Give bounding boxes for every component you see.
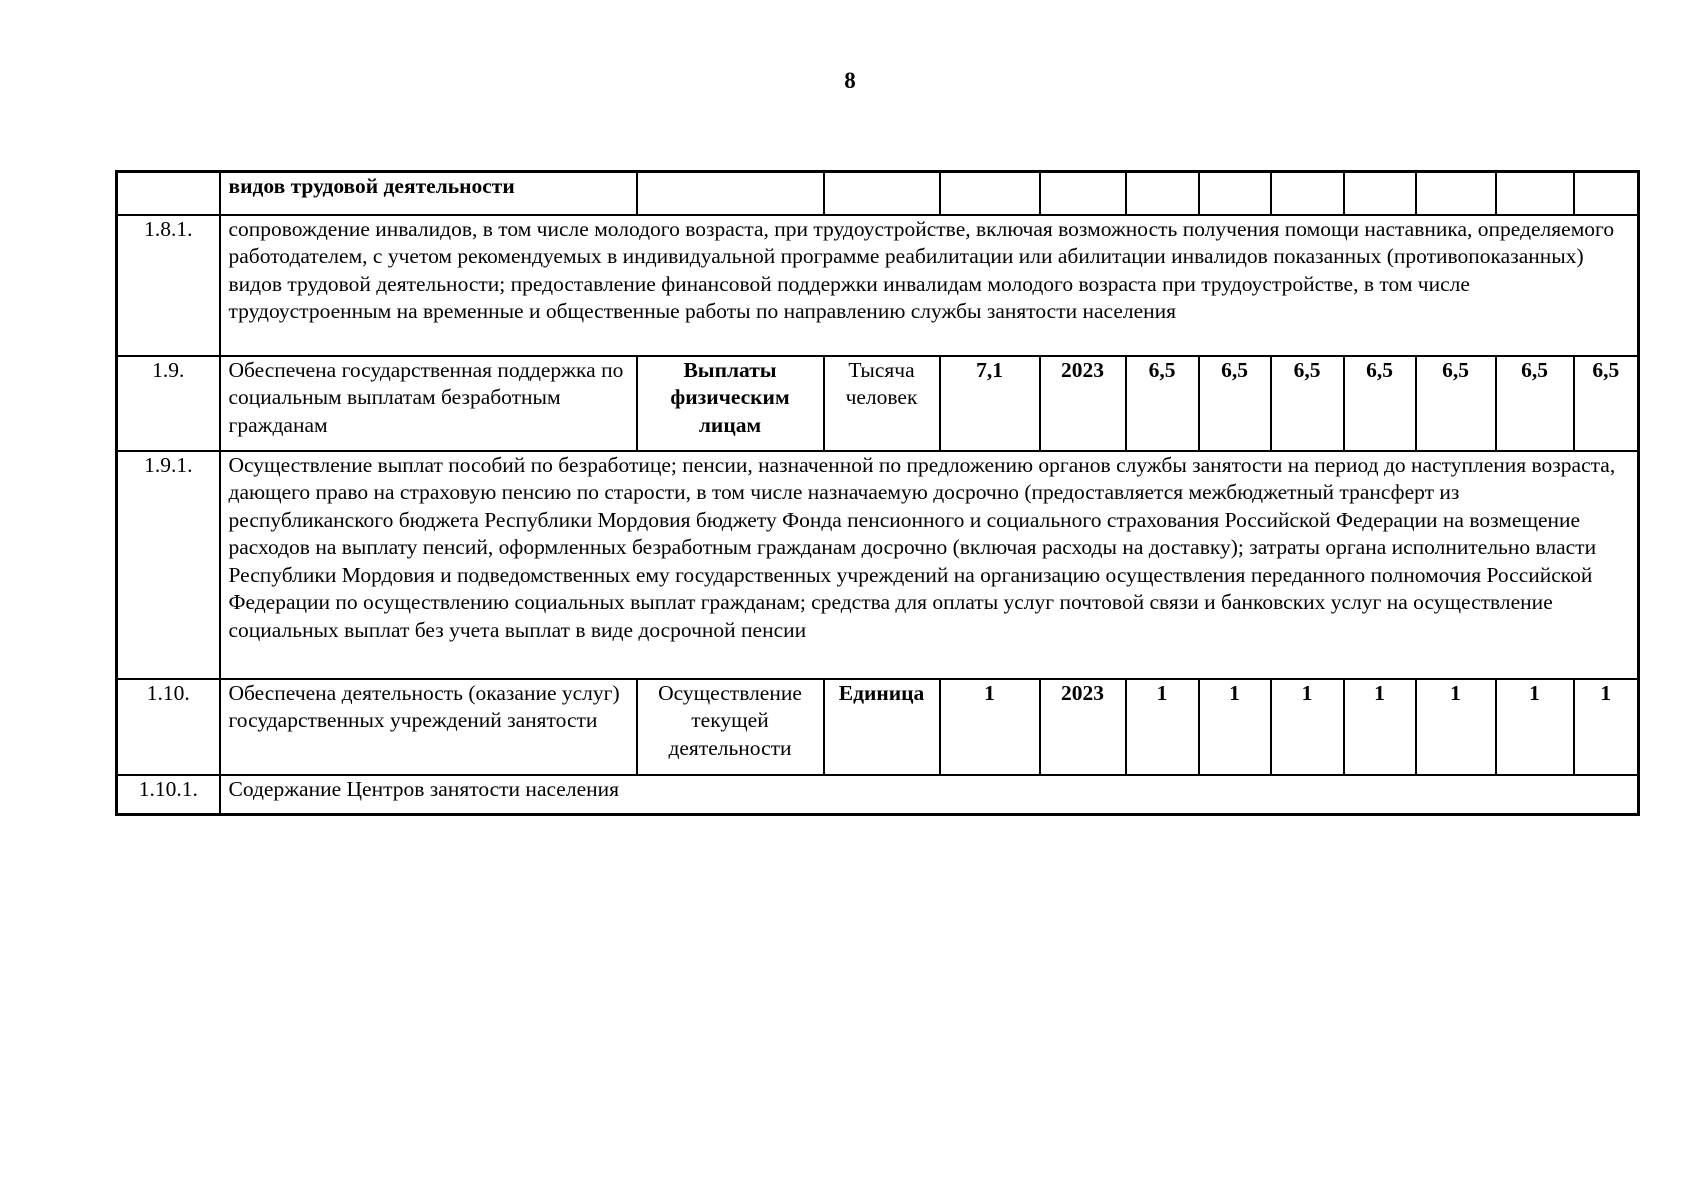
unit: Единица (824, 679, 940, 775)
base-value (940, 172, 1040, 215)
measure-description: Осуществление выплат пособий по безработице; пенсии, назначенной по предложению органов службы занятости на период до наступления возраста, дающего право на страховую пенсию по старости, в том числе назначаемую досрочно (предоставляется межбюджетный трансферт из республиканского бюджета Республики Мордовия бюджету Фонда пенсионного и социального страхования Российской Федерации на возмещение расходов на выплату пенсий, оформленных безработным гражданам досрочно (включая расходы на доставку); затраты органа исполнительно власти Республики Мордовия и подведомственных ему государственных учреждений на организацию осуществления переданного полномочия Российской Федерации по осуществлению социальных выплат гражданам; средства для оплаты услуг почтовой связи и банковских услуг на осуществление социальных выплат без учета выплат в виде досрочной пенсии (220, 451, 1639, 679)
base-year: 2023 (1040, 356, 1126, 451)
year-value (1126, 172, 1199, 215)
unit (824, 172, 940, 215)
year-value (1416, 172, 1496, 215)
row-number: 1.10.1. (117, 775, 220, 815)
year-value (1199, 172, 1271, 215)
measure-description: сопровождение инвалидов, в том числе молодого возраста, при трудоустройстве, включая возможность получения помощи наставника, определяемого работодателем, с учетом рекомендуемых в индивидуальной программе реабилитации или абилитации инвалидов показанных (противопоказанных) видов трудовой деятельности; предоставление финансовой поддержки инвалидам молодого возраста при трудоустройстве, в том числе трудоустроенным на временные и общественные работы по направлению службы занятости населения (220, 215, 1639, 356)
year-value: 1 (1416, 679, 1496, 775)
row-number: 1.9. (117, 356, 220, 451)
table-row (117, 775, 1639, 815)
base-value: 7,1 (940, 356, 1040, 451)
year-value: 6,5 (1416, 356, 1496, 451)
base-year: 2023 (1040, 679, 1126, 775)
page-number: 8 (844, 68, 856, 93)
table-row (117, 451, 1639, 679)
result-type: Осуществление текущей деятельности (637, 679, 824, 775)
row-number: 1.10. (117, 679, 220, 775)
year-value: 1 (1496, 679, 1574, 775)
base-value: 1 (940, 679, 1040, 775)
table-row (117, 172, 1639, 215)
base-year (1040, 172, 1126, 215)
year-value: 6,5 (1126, 356, 1199, 451)
year-value: 1 (1199, 679, 1271, 775)
result-type: Выплаты физическим лицам (637, 356, 824, 451)
year-value: 1 (1126, 679, 1199, 775)
year-value: 1 (1574, 679, 1639, 775)
year-value (1271, 172, 1344, 215)
row-number: 1.9.1. (117, 451, 220, 679)
result-type (637, 172, 824, 215)
year-value: 6,5 (1199, 356, 1271, 451)
table-row (117, 215, 1639, 356)
year-value: 1 (1344, 679, 1416, 775)
result-name: Обеспечена государственная поддержка по социальным выплатам безработным гражданам (220, 356, 637, 451)
unit: Тысяча человек (824, 356, 940, 451)
result-name: Обеспечена деятельность (оказание услуг) государственных учреждений занятости (220, 679, 637, 775)
year-value: 6,5 (1344, 356, 1416, 451)
year-value (1496, 172, 1574, 215)
measure-description: Содержание Центров занятости населения (220, 775, 1639, 815)
table-row (117, 679, 1639, 775)
year-value: 6,5 (1574, 356, 1639, 451)
year-value: 1 (1271, 679, 1344, 775)
year-value (1344, 172, 1416, 215)
row-number (117, 172, 220, 215)
row-number: 1.8.1. (117, 215, 220, 356)
result-name: видов трудовой деятельности (220, 172, 637, 215)
year-value: 6,5 (1496, 356, 1574, 451)
year-value: 6,5 (1271, 356, 1344, 451)
measures-table (115, 170, 1640, 816)
year-value (1574, 172, 1639, 215)
table-row (117, 356, 1639, 451)
